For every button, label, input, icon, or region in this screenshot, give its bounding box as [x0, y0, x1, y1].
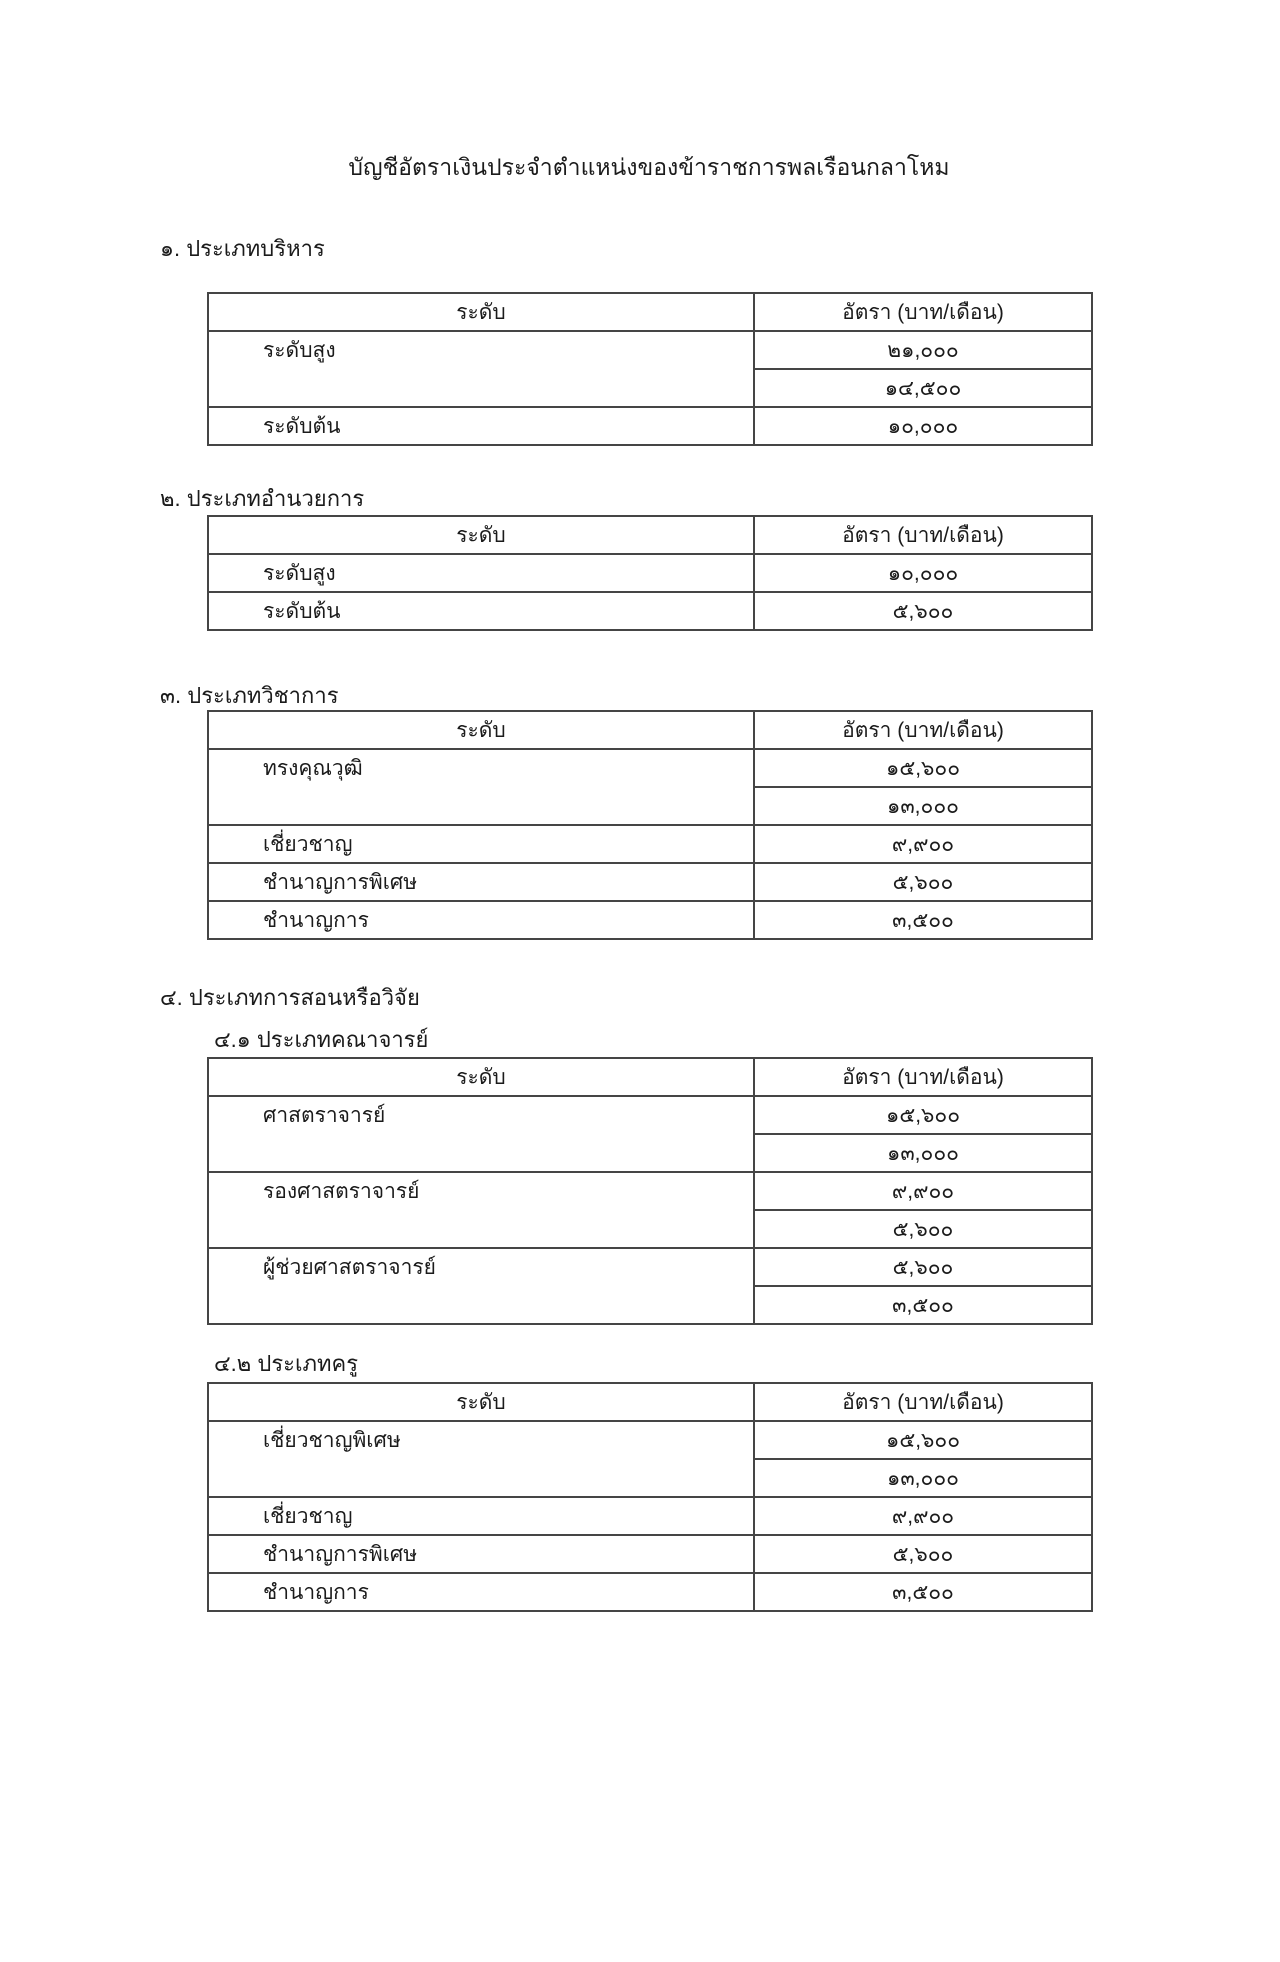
rate-table-teacher: [207, 1382, 1093, 1612]
rate-table-director: [207, 515, 1093, 631]
rate-cell: ๑๐,๐๐๐: [754, 554, 1092, 592]
column-header-level: ระดับ: [208, 711, 754, 749]
rate-cell: ๒๑,๐๐๐: [754, 331, 1092, 369]
level-cell: ชำนาญการ: [208, 1573, 754, 1611]
document-title: บัญชีอัตราเงินประจำตำแหน่งของข้าราชการพลเรือนกลาโหม: [348, 154, 950, 180]
column-header-rate: อัตรา (บาท/เดือน): [754, 516, 1092, 554]
rate-cell: ๓,๕๐๐: [754, 1286, 1092, 1324]
level-cell: รองศาสตราจารย์: [208, 1172, 754, 1248]
column-header-rate: อัตรา (บาท/เดือน): [754, 1058, 1092, 1096]
level-cell: ชำนาญการพิเศษ: [208, 863, 754, 901]
rate-cell: ๕,๖๐๐: [754, 1535, 1092, 1573]
rate-cell: ๑๔,๕๐๐: [754, 369, 1092, 407]
rate-cell: ๙,๙๐๐: [754, 825, 1092, 863]
rate-cell: ๙,๙๐๐: [754, 1497, 1092, 1535]
column-header-rate: อัตรา (บาท/เดือน): [754, 1383, 1092, 1421]
rate-cell: ๕,๖๐๐: [754, 1210, 1092, 1248]
rate-cell: ๙,๙๐๐: [754, 1172, 1092, 1210]
level-cell: เชี่ยวชาญพิเศษ: [208, 1421, 754, 1497]
level-cell: ชำนาญการ: [208, 901, 754, 939]
level-cell: ทรงคุณวุฒิ: [208, 749, 754, 825]
level-cell: ระดับต้น: [208, 407, 754, 445]
rate-cell: ๕,๖๐๐: [754, 592, 1092, 630]
rate-table-academic: [207, 710, 1093, 940]
rate-cell: ๑๓,๐๐๐: [754, 1459, 1092, 1497]
subsection-heading-teacher: ๔.๒ ประเภทครู: [214, 1351, 359, 1376]
rate-cell: ๑๓,๐๐๐: [754, 787, 1092, 825]
level-cell: ผู้ช่วยศาสตราจารย์: [208, 1248, 754, 1324]
rate-cell: ๑๐,๐๐๐: [754, 407, 1092, 445]
level-cell: เชี่ยวชาญ: [208, 825, 754, 863]
rate-table-faculty: [207, 1057, 1093, 1325]
rate-cell: ๑๕,๖๐๐: [754, 1421, 1092, 1459]
column-header-level: ระดับ: [208, 1383, 754, 1421]
column-header-level: ระดับ: [208, 516, 754, 554]
rate-cell: ๓,๕๐๐: [754, 901, 1092, 939]
rate-cell: ๑๕,๖๐๐: [754, 1096, 1092, 1134]
rate-cell: ๑๕,๖๐๐: [754, 749, 1092, 787]
rate-cell: ๓,๕๐๐: [754, 1573, 1092, 1611]
document-page: [0, 152, 1280, 1962]
level-cell: ชำนาญการพิเศษ: [208, 1535, 754, 1573]
rate-cell: ๕,๖๐๐: [754, 1248, 1092, 1286]
subsection-heading-faculty: ๔.๑ ประเภทคณาจารย์: [214, 1027, 429, 1052]
section-heading-director: ๒. ประเภทอำนวยการ: [160, 486, 365, 511]
column-header-rate: อัตรา (บาท/เดือน): [754, 711, 1092, 749]
level-cell: ระดับสูง: [208, 331, 754, 407]
level-cell: ศาสตราจารย์: [208, 1096, 754, 1172]
section-heading-executive: ๑. ประเภทบริหาร: [160, 236, 325, 261]
level-cell: เชี่ยวชาญ: [208, 1497, 754, 1535]
rate-table-executive: [207, 292, 1093, 446]
column-header-level: ระดับ: [208, 293, 754, 331]
rate-cell: ๑๓,๐๐๐: [754, 1134, 1092, 1172]
column-header-level: ระดับ: [208, 1058, 754, 1096]
section-heading-teaching-research: ๔. ประเภทการสอนหรือวิจัย: [160, 985, 420, 1010]
section-heading-academic: ๓. ประเภทวิชาการ: [160, 683, 339, 708]
level-cell: ระดับสูง: [208, 554, 754, 592]
rate-cell: ๕,๖๐๐: [754, 863, 1092, 901]
level-cell: ระดับต้น: [208, 592, 754, 630]
column-header-rate: อัตรา (บาท/เดือน): [754, 293, 1092, 331]
